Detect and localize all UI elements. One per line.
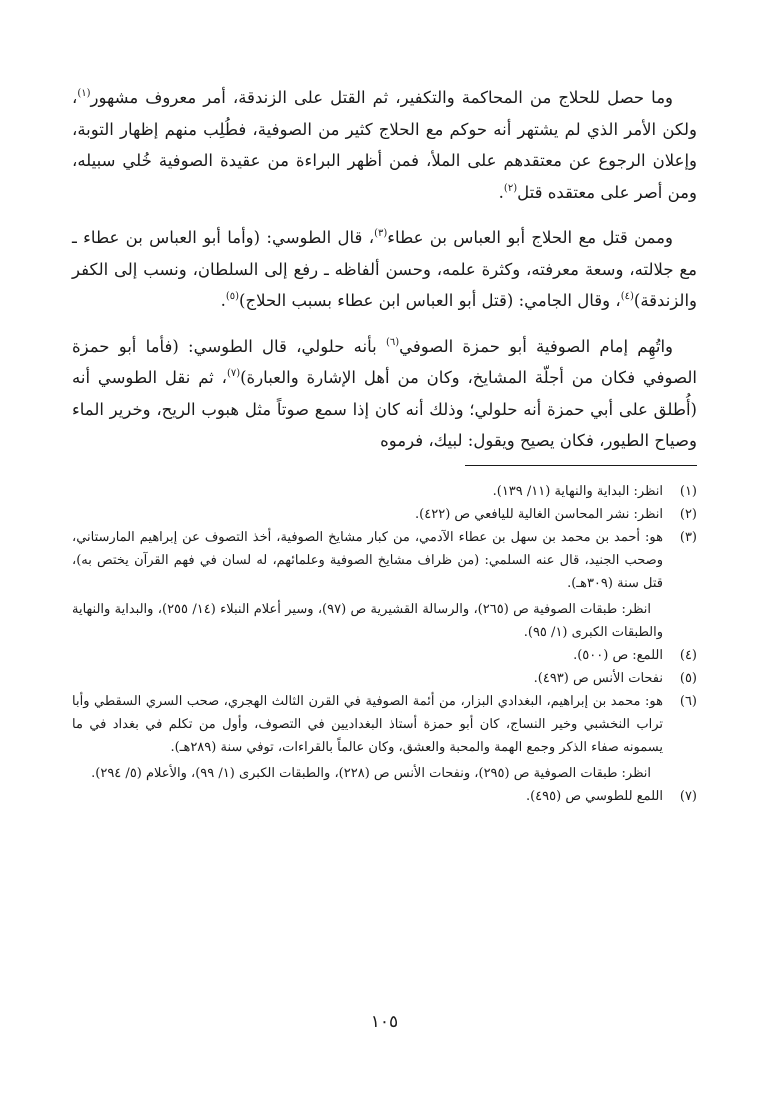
paragraph-3: واتُهِم إمام الصوفية أبو حمزة الصوفي$^{(٦)}$ بأنه حلولي، قال الطوسي: (فأما أبو حمزة الصوفي فكان من أجلّة المشايخ، وكان من أهل الإشارة والعبارة)$^{(٧)}$، ثم نقل الطوسي أنه (أُطلق على أبي حمزة أنه حلولي؛ وذلك أنه كان إذا سمع صوتاً مثل هبوب الريح، وخرير الماء وصياح الطيور، فكان يصيح ويقول: لبيك، فرموه xyxy=(72,336,697,450)
footnote-text: هو: محمد بن إبراهيم، البغدادي البزار، من أئمة الصوفية في القرن الثالث الهجري، صحب السري السقطي وأبا تراب النخشبي وخير النساج، كان أبو حمزة أستاذ البغداديين في التصوف، وأول من تكلم في بغداد في ما يسمونه صفاء الذكر وجمع الهمة والمحبة والعشق، وكان عالماً بالقراءات، توفي سنة (٢٨٩هـ). xyxy=(72,693,663,755)
footnote-5 xyxy=(72,667,697,690)
footnote-6 xyxy=(72,690,697,785)
footnote-number: (٧) xyxy=(679,788,697,804)
main-text xyxy=(72,82,697,457)
footnote-number: (٤) xyxy=(679,647,697,663)
footnote-number: (٣) xyxy=(679,529,697,545)
footnote-ref-2[interactable]: (٢) xyxy=(503,182,518,194)
paragraph-1: وما حصل للحلاج من المحاكمة والتكفير، ثم القتل على الزندقة، أمر معروف مشهور$^{(١)}$، ولكن الأمر الذي لم يشتهر أنه حوكم مع الحلاج كثير من الصوفية، فطُلِب منهم إظهار التوبة، وإعلان الرجوع عن معتقدهم على الملأ، فمن أظهر البراءة من عقيدة الصوفية خُلي سبيله، ومن أصر على معتقده قتل$^{(٢)}$. xyxy=(72,88,697,202)
footnote-ref-5[interactable]: (٥) xyxy=(225,291,240,302)
footnote-1 xyxy=(72,480,697,503)
footnote-ref-1[interactable]: (١) xyxy=(77,88,91,99)
footnotes xyxy=(72,480,697,808)
footnote-number: (٢) xyxy=(679,506,697,522)
paragraph-2: وممن قتل مع الحلاج أبو العباس بن عطاء$^{(٣)}$، قال الطوسي: (وأما أبو العباس بن عطاء ـ مع جلالته، وسعة معرفته، وكثرة علمه، وحسن ألفاظه ـ رفع إلى السلطان، ونسب إلى الكفر والزندقة)$^{(٤)}$، وقال الجامي: (قتل أبو العباس ابن عطاء بسبب الحلاج)$^{(٥)}$. xyxy=(72,228,697,310)
book-page xyxy=(72,82,697,1082)
footnote-text: اللمع للطوسي ص (٤٩٥). xyxy=(525,788,663,804)
footnote-ref-7[interactable]: (٧) xyxy=(226,368,241,379)
footnote-2 xyxy=(72,503,697,526)
footnote-ref-4[interactable]: (٤) xyxy=(620,291,634,302)
footnote-text: اللمع: ص (٥٠٠). xyxy=(573,647,663,663)
footnote-text: انظر: نشر المحاسن الغالية لليافعي ص (٤٢٢). xyxy=(415,506,663,522)
footnote-3 xyxy=(72,526,697,644)
footnote-number: (١) xyxy=(679,483,697,499)
footnote-sources: انظر: طبقات الصوفية ص (٢٦٥)، والرسالة القشيرية ص (٩٧)، وسير أعلام النبلاء (١٤/ ٢٥٥)، والبداية والنهاية والطبقات الكبرى (١/ ٩٥). xyxy=(72,601,663,640)
footnote-number: (٥) xyxy=(679,670,697,686)
footnote-4 xyxy=(72,644,697,667)
footnote-7 xyxy=(72,785,697,808)
footnote-number: (٦) xyxy=(679,693,697,709)
footnote-ref-6[interactable]: (٦) xyxy=(385,336,400,348)
footnote-ref-3[interactable]: (٣) xyxy=(374,228,388,239)
footnote-text: نفحات الأنس ص (٤٩٣). xyxy=(533,670,663,686)
footnote-sources: انظر: طبقات الصوفية ص (٢٩٥)، ونفحات الأنس ص (٢٢٨)، والطبقات الكبرى (١/ ٩٩)، والأعلام (٥/ ٢٩٤). xyxy=(91,765,651,781)
page-number: ١٠٥ xyxy=(370,1012,399,1032)
footnote-text: انظر: البداية والنهاية (١١/ ١٣٩). xyxy=(492,483,663,499)
footnote-text: هو: أحمد بن محمد بن سهل بن عطاء الآدمي، من كبار مشايخ الصوفية، أخذ التصوف عن إبراهيم المارستاني، وصحب الجنيد، قال عنه السلمي: (من ظراف مشايخ الصوفية وعلمائهم، له لسان في فهم القرآن يختص به)، قتل سنة (٣٠٩هـ). xyxy=(72,529,663,591)
footnote-divider xyxy=(465,465,697,466)
